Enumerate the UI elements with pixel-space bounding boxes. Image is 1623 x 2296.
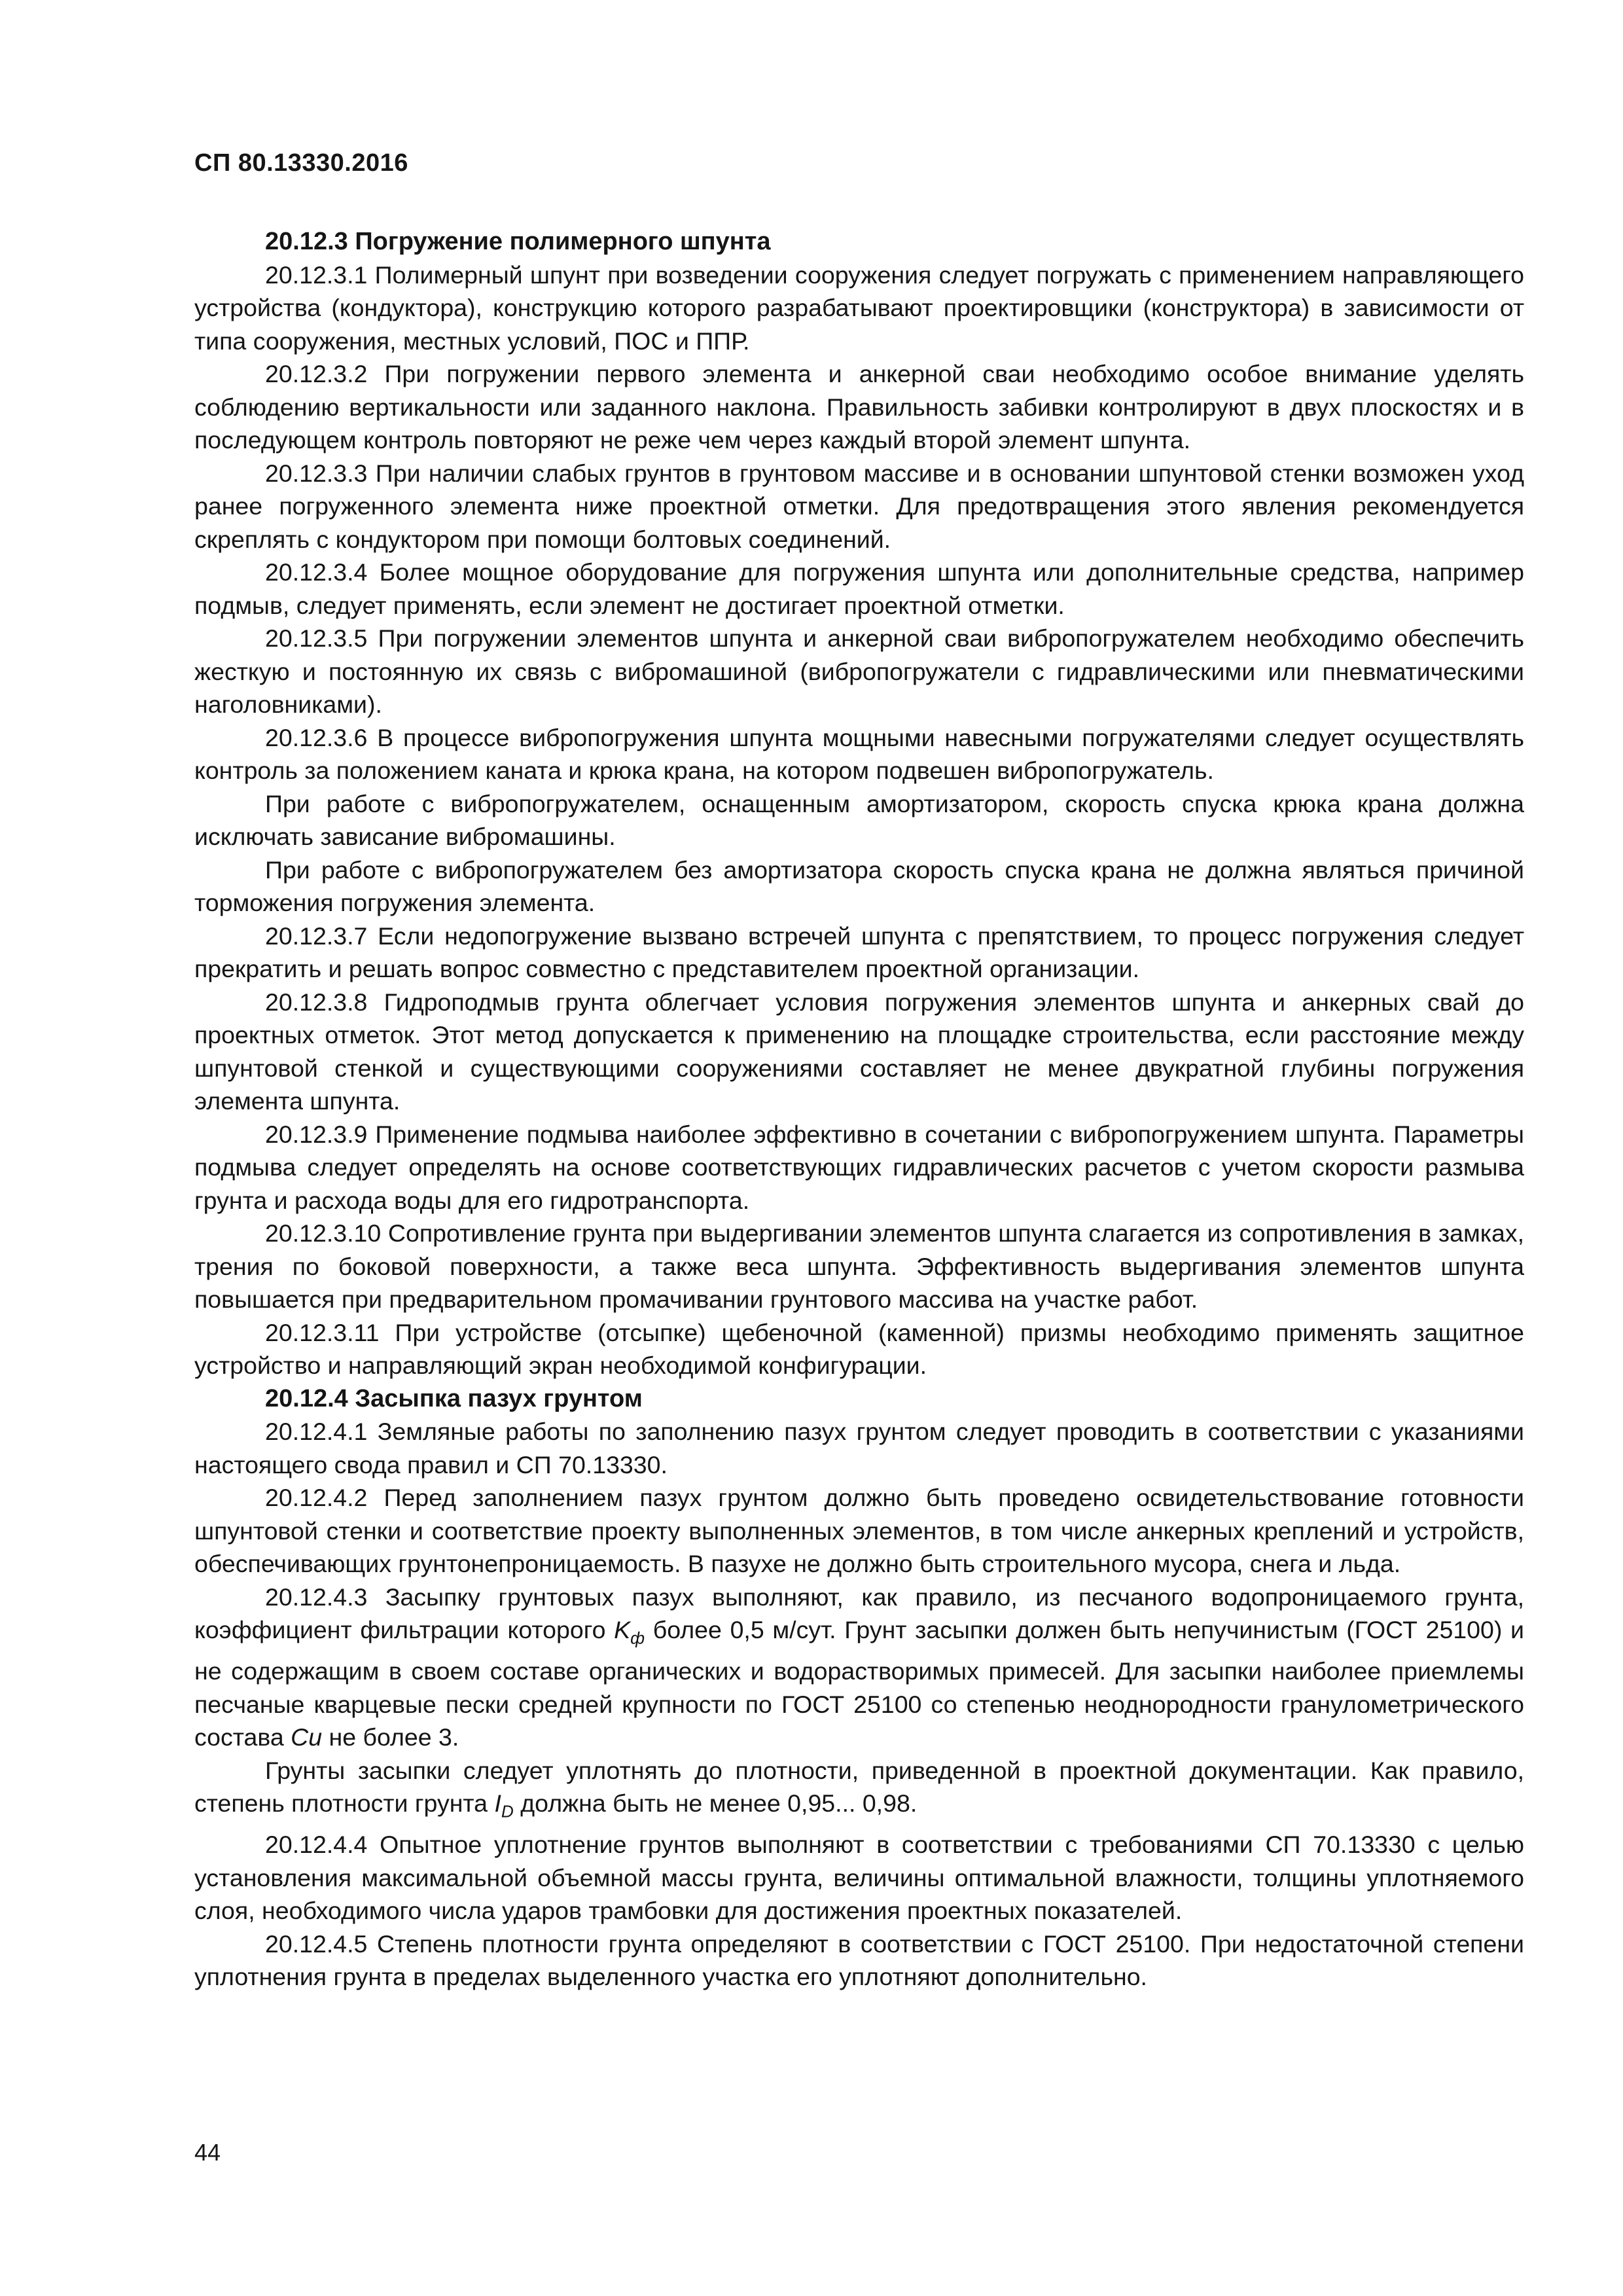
uniformity-coefficient-symbol: Cu xyxy=(291,1723,323,1751)
paragraph-20-12-4-4: 20.12.4.4 Опытное уплотнение грунтов выполняют в соответствии с требованиями СП 70.13330 с целью установления максимальной объемной массы грунта, величины оптимальной влажности, толщины уплотняемого слоя, необходимого числа ударов трамбовки для достижения проектных показателей. xyxy=(194,1831,1524,1924)
filtration-coefficient-symbol xyxy=(614,1616,645,1648)
text-run: более 0,5 м/сут. Грунт засыпки должен быть непучинистым (ГОСТ 25100) и не содержащим в своем составе органических и водорастворимых примесей. Для засыпки наиболее приемлемы песчаные кварцевые пески средней крупности по ГОСТ 25100 со степенью неоднородности гранулометрического состава xyxy=(194,1616,1524,1751)
density-index-symbol xyxy=(494,1789,514,1821)
section-heading-20-12-3: 20.12.3 Погружение полимерного шпунта xyxy=(265,228,771,255)
paragraph-20-12-3-1: 20.12.3.1 Полимерный шпунт при возведении сооружения следует погружать с применением направляющего устройства (кондуктора), конструкцию которого разрабатывают проектировщики (конструктора) в зависимости от типа сооружения, местных условий, ПОС и ППР. xyxy=(194,260,1524,355)
paragraph-20-12-3-10: 20.12.3.10 Сопротивление грунта при выдергивании элементов шпунта слагается из сопротивления в замках, трения по боковой поверхности, а также веса шпунта. Эффективность выдергивания элементов шпунта повышается при предварительном промачивании грунтового массива на участке работ. xyxy=(194,1219,1524,1313)
paragraph-20-12-3-7: 20.12.3.7 Если недопогружение вызвано встречей шпунта с препятствием, то процесс погружения следует прекратить и решать вопрос совместно с представителем проектной организации. xyxy=(194,922,1524,982)
paragraph-20-12-3-4: 20.12.3.4 Более мощное оборудование для погружения шпунта или дополнительные средства, например подмыв, следует применять, если элемент не достигает проектной отметки. xyxy=(194,558,1524,619)
paragraph-backfill-density xyxy=(194,1754,1524,1829)
paragraph-20-12-4-2: 20.12.4.2 Перед заполнением пазух грунтом должно быть проведено освидетельствование готовности шпунтовой стенки и соответствие проекту выполненных элементов, в том числе анкерных креплений и устройств, обеспечивающих грунтонепроницаемость. В пазухе не должно быть строительного мусора, снега и льда. xyxy=(194,1484,1524,1577)
text-run: 20.12.4.3 Засыпку грунтовых пазух выполняют, как правило, из песчаного водопроницаемого грунта, коэффициент фильтрации которого xyxy=(194,1583,1524,1643)
paragraph-20-12-3-11: 20.12.3.11 При устройстве (отсыпке) щебеночной (каменной) призмы необходимо применять защитное устройство и направляющий экран необходимой конфигурации. xyxy=(194,1318,1524,1379)
paragraph-20-12-3-9: 20.12.3.9 Применение подмыва наиболее эффективно в сочетании с вибропогружением шпунта. Параметры подмыва следует определять на основе соответствующих гидравлических расчетов с учетом скорости размыва грунта и расхода воды для его гидротранспорта. xyxy=(194,1120,1524,1214)
paragraph-20-12-3-3: 20.12.3.3 При наличии слабых грунтов в грунтовом массиве и в основании шпунтовой стенки возможен уход ранее погруженного элемента ниже проектной отметки. Для предотвращения этого явления рекомендуется скреплять с кондуктором при помощи болтовых соединений. xyxy=(194,459,1524,553)
paragraph-no-damper-operation: При работе с вибропогружателем без амортизатора скорость спуска крана не должна являться причиной торможения погружения элемента. xyxy=(194,855,1524,916)
page-number: 44 xyxy=(194,2139,221,2166)
text-run: Грунты засыпки следует уплотнять до плотности, приведенной в проектной документации. Как правило, степень плотности грунта xyxy=(194,1756,1524,1817)
text-run: должна быть не менее 0,95... 0,98. xyxy=(520,1789,918,1817)
section-heading-20-12-4: 20.12.4 Засыпка пазух грунтом xyxy=(265,1384,643,1412)
paragraph-20-12-3-6: 20.12.3.6 В процессе вибропогружения шпунта мощными навесными погружателями следует осуществлять контроль за положением каната и крюка крана, на котором подвешен вибропогружатель. xyxy=(194,723,1524,784)
text-run: не более 3. xyxy=(329,1723,459,1751)
document-code: СП 80.13330.2016 xyxy=(194,149,408,177)
paragraph-20-12-4-5: 20.12.4.5 Степень плотности грунта определяют в соответствии с ГОСТ 25100. При недостаточной степени уплотнения грунта в пределах выделенного участка его уплотняют дополнительно. xyxy=(194,1929,1524,1990)
symbol-subscript: D xyxy=(501,1801,514,1821)
paragraph-20-12-3-2: 20.12.3.2 При погружении первого элемента и анкерной сваи необходимо особое внимание уделять соблюдению вертикальности или заданного наклона. Правильность забивки контролируют в двух плоскостях и в последующем контроль повторяют не реже чем через каждый второй элемент шпунта. xyxy=(194,360,1524,454)
symbol-letter: K xyxy=(614,1616,631,1643)
paragraph-20-12-3-5: 20.12.3.5 При погружении элементов шпунта и анкерной сваи вибропогружателем необходимо обеспечить жесткую и постоянную их связь с вибромашиной (вибропогружатели с гидравлическими или пневматическими наголовниками). xyxy=(194,624,1524,718)
symbol-subscript: ф xyxy=(630,1628,645,1648)
symbol-letter: I xyxy=(494,1789,501,1817)
paragraph-20-12-3-8: 20.12.3.8 Гидроподмыв грунта облегчает условия погружения элементов шпунта и анкерных свай до проектных отметок. Этот метод допускается к применению на площадке строительства, если расстояние между шпунтовой стенкой и существующими сооружениями составляет не менее двукратной глубины погружения элемента шпунта. xyxy=(194,988,1524,1115)
paragraph-damper-operation: При работе с вибропогружателем, оснащенным амортизатором, скорость спуска крюка крана должна исключать зависание вибромашины. xyxy=(194,789,1524,850)
paragraph-20-12-4-3 xyxy=(194,1581,1524,1754)
document-body xyxy=(194,225,1524,1994)
paragraph-20-12-4-1: 20.12.4.1 Земляные работы по заполнению пазух грунтом следует проводить в соответствии с указаниями настоящего свода правил и СП 70.13330. xyxy=(194,1418,1524,1479)
